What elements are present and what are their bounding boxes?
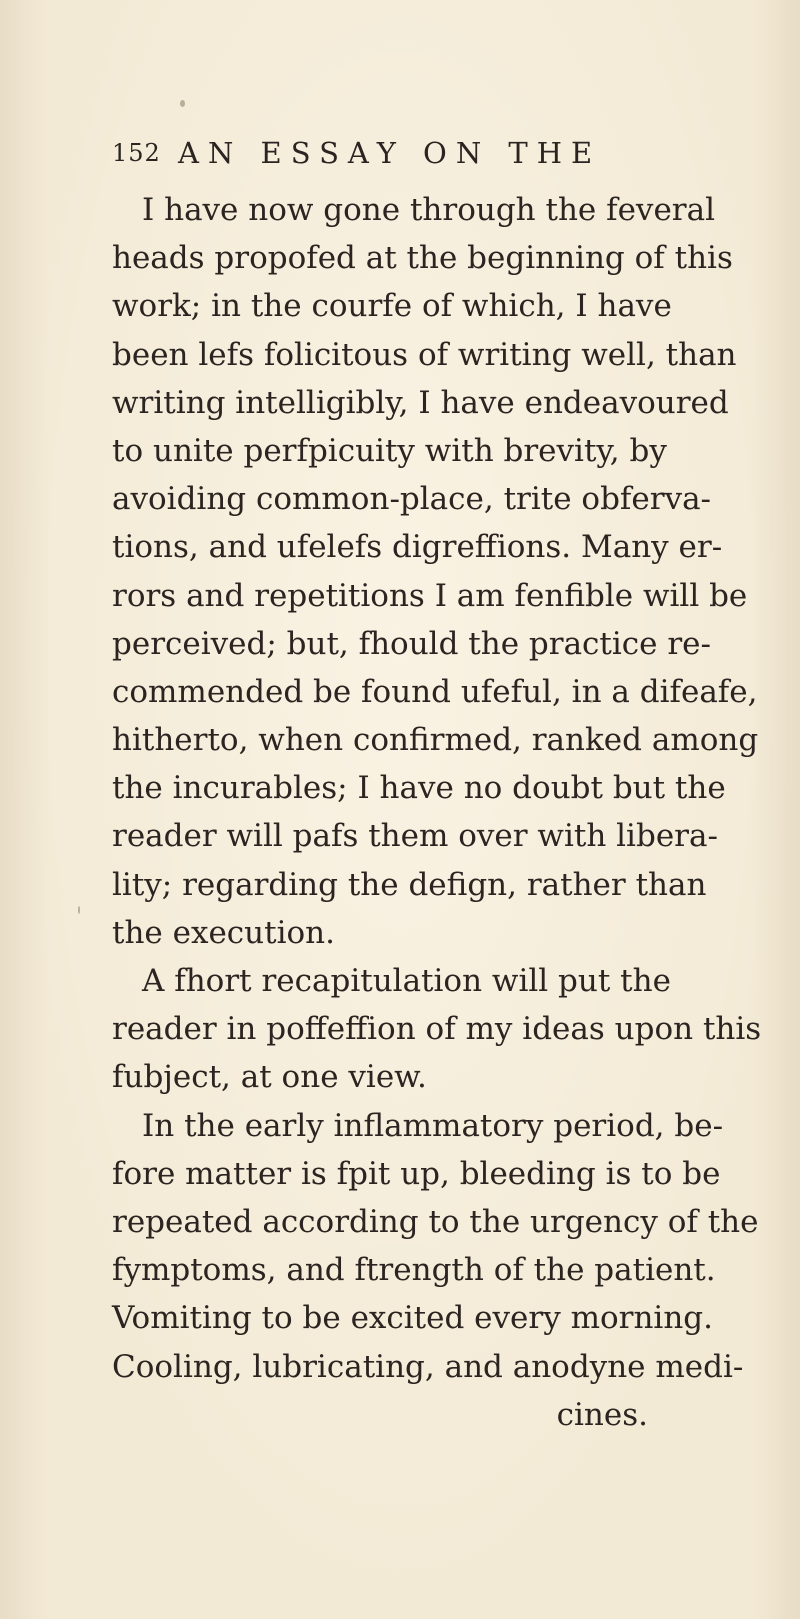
text-line: perceived; but, fhould the practice re- [112,625,711,662]
text-line: In the early inflammatory period, be- [142,1107,724,1144]
running-head [112,128,672,178]
text-line: reader will pafs them over with libera- [112,818,718,855]
text-line: avoiding common-place, trite obferva- [112,481,712,518]
text-line: fore matter is fpit up, bleeding is to be [112,1155,721,1192]
text-line: Vomiting to be excited every morning. [112,1300,713,1337]
text-line: rors and repetitions I am fenfible will be [112,577,748,614]
text-line: fubject, at one view. [112,1059,427,1096]
page-number: 152 [112,139,161,167]
text-line: reader in poffeffion of my ideas upon this [112,1011,762,1048]
text-line: Cooling, lubricating, and anodyne medi- [112,1348,744,1385]
text-line: heads propofed at the beginning of this [112,240,733,277]
text-line: I have now gone through the feveral [142,192,716,228]
ink-speck [78,906,80,914]
ink-speck [180,100,185,107]
text-line: A fhort recapitulation will put the [142,963,671,999]
text-line: the execution. [112,914,335,951]
body-text [112,186,762,1439]
text-line: fymptoms, and ftrength of the patient. [112,1252,716,1289]
text-line: to unite perfpicuity with brevity, by [112,432,667,469]
text-line: cines. [556,1396,648,1433]
text-line: tions, and ufelefs digreffions. Many er- [112,529,723,566]
text-line: the incurables; I have no doubt but the [112,770,726,807]
text-line: lity; regarding the defign, rather than [112,866,707,903]
text-line: repeated according to the urgency of the [112,1203,759,1240]
text-line: hitherto, when confirmed, ranked among [112,722,759,759]
running-title: AN ESSAY ON THE [178,136,602,170]
text-line: writing intelligibly, I have endeavoured [112,384,729,421]
text-line: work; in the courfe of which, I have [112,288,672,325]
text-line: been lefs folicitous of writing well, than [112,336,737,373]
text-line: commended be found ufeful, in a difeafe, [112,673,758,710]
